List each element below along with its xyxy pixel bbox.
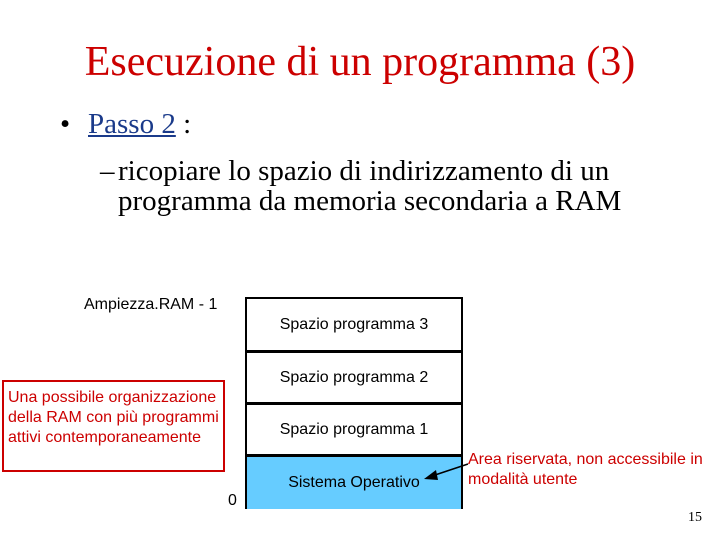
bullet-symbol: • (60, 108, 71, 140)
block-spazio-programma-3: Spazio programma 3 (247, 299, 461, 353)
passo-2-link[interactable]: Passo 2 (88, 108, 176, 140)
block-spazio-programma-2: Spazio programma 2 (247, 353, 461, 405)
reserved-area-note: Area riservata, non accessibile in modalità utente (468, 451, 703, 488)
block-sistema-operativo: Sistema Operativo (247, 457, 461, 509)
ram-top-address-label: Ampiezza.RAM - 1 (84, 296, 218, 313)
block-spazio-programma-1: Spazio programma 1 (247, 405, 461, 457)
sub-bullet-dash: – (100, 155, 115, 187)
page-number: 15 (688, 510, 702, 525)
ram-zero-address-label: 0 (228, 492, 237, 509)
sub-bullet-text: ricopiare lo spazio di indirizzamento di un programma da memoria secondaria a RAM (118, 155, 622, 217)
ram-organization-note: Una possibile organizzazione della RAM con più programmi attivi contemporaneamente (2, 380, 225, 472)
bullet-suffix: : (175, 108, 192, 140)
slide-title: Esecuzione di un programma (3) (84, 39, 636, 85)
